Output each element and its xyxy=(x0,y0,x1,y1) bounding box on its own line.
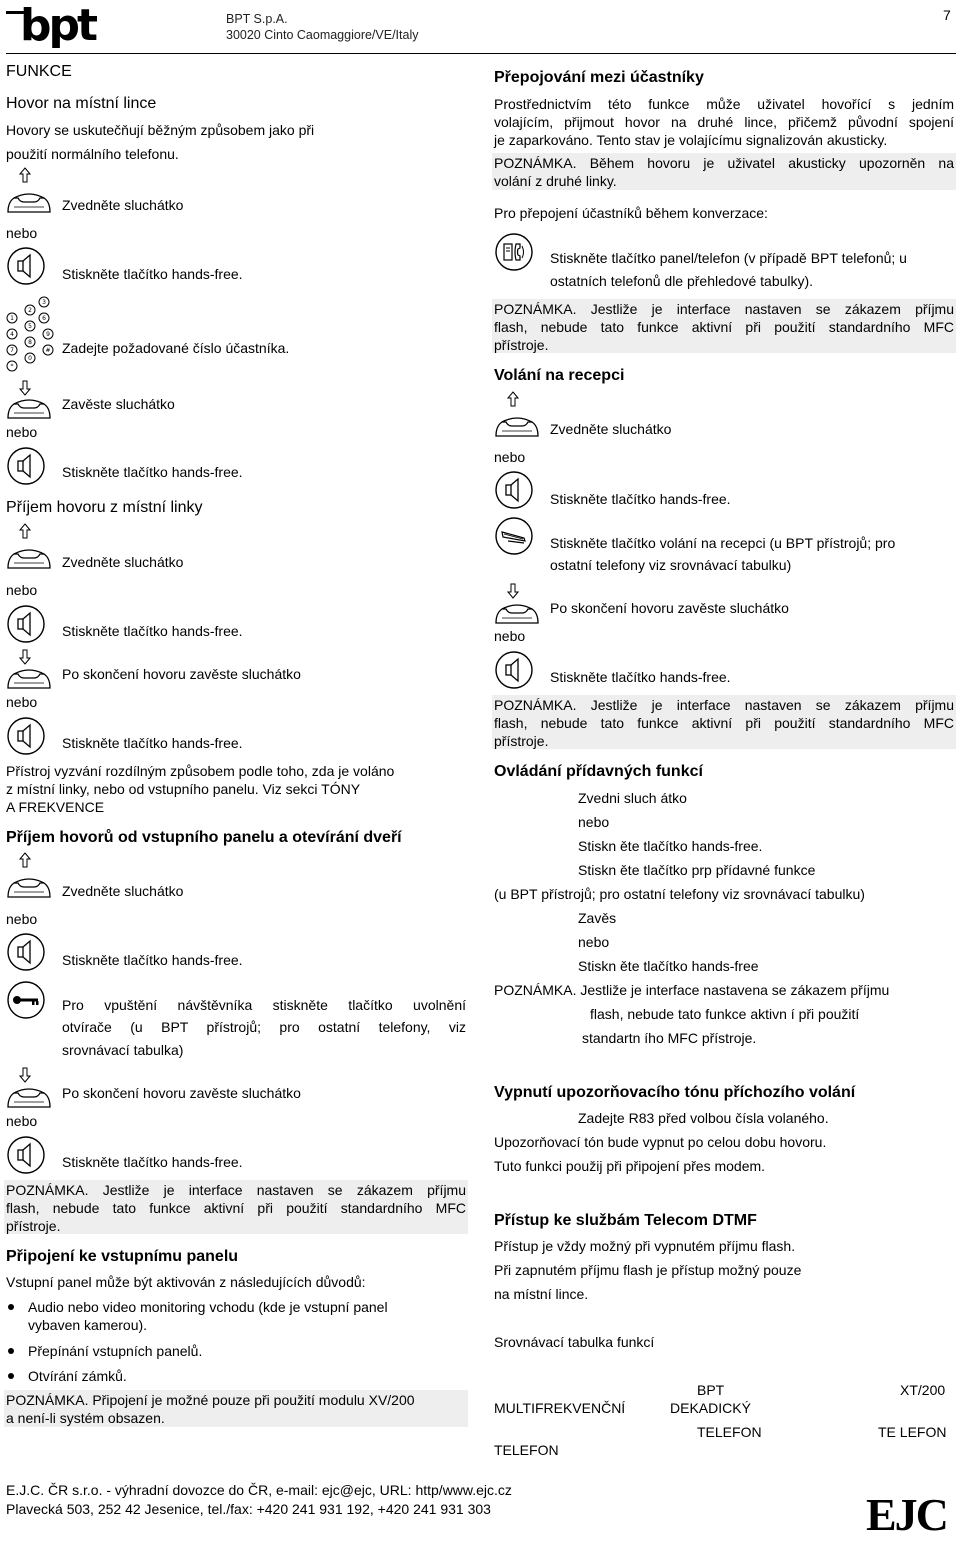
or-text: nebo xyxy=(6,424,38,440)
transfer-note-1: POZNÁMKA. Během hovoru je uživatel akusticky upozorněn na xyxy=(494,155,954,171)
speaker-icon xyxy=(6,932,46,972)
transfer-text-3: je zaparkováno. Tento stav je volajícímu signalizován akusticky. xyxy=(494,132,888,148)
connect-note-2: a není-li systém obsazen. xyxy=(6,1410,165,1426)
dtmf-text-2: Při zapnutém příjmu flash je přístup možný pouze xyxy=(494,1262,802,1278)
funkce-heading: FUNKCE xyxy=(6,63,72,80)
or-text: nebo xyxy=(6,911,38,927)
bpt-logo xyxy=(6,2,106,48)
connect-note-1: POZNÁMKA. Připojení je možné pouze při použití modulu XV/200 xyxy=(6,1392,415,1408)
header-divider xyxy=(6,53,956,54)
panel-phone-text-1: Stiskněte tlačítko panel/telefon (v případě BPT telefonů; u xyxy=(550,250,907,266)
or-text: nebo xyxy=(6,225,38,241)
section-title-receive-local: Příjem hovoru z místní linky xyxy=(6,499,203,516)
hang-up-after-call-text: Po skončení hovoru zavěste sluchátko xyxy=(62,1085,301,1101)
header-company: BPT S.p.A. xyxy=(226,12,288,26)
bullet-text-1a: Audio nebo video monitoring vchodu (kde je vstupní panel xyxy=(28,1299,388,1315)
extra-note-1: POZNÁMKA. Jestliže je interface nastavena se zákazem příjmu xyxy=(494,982,890,998)
handset-icon xyxy=(494,410,540,440)
bullet xyxy=(8,1304,14,1310)
handset-icon xyxy=(6,1081,52,1111)
reception-text-2: ostatní telefony viz srovnávací tabulku) xyxy=(550,557,792,573)
local-call-text-1: Hovory se uskutečňují běžným způsobem jako při xyxy=(6,122,315,138)
speaker-icon xyxy=(6,246,46,286)
disable-tone-text-1: Zadejte R83 před volbou čísla volaného. xyxy=(578,1110,829,1126)
reception-text-1: Stiskněte tlačítko volání na recepci (u BPT přístrojů; pro xyxy=(550,535,896,551)
connect-intro-text: Vstupní panel může být aktivován z následujících důvodů: xyxy=(6,1274,366,1290)
extra-text-8: Stiskn ěte tlačítko hands-free xyxy=(578,958,759,974)
lift-handset-text: Zvedněte sluchátko xyxy=(550,421,672,437)
door-release-text-3: srovnávací tabulka) xyxy=(62,1042,184,1058)
handset-icon xyxy=(494,597,540,627)
arrow-up-icon xyxy=(507,391,519,407)
handset-icon xyxy=(6,662,52,692)
section-title-dtmf: Přístup ke službám Telecom DTMF xyxy=(494,1212,757,1229)
handset-icon xyxy=(6,392,52,422)
reception-note-1: POZNÁMKA. Jestliže je interface nastaven se zákazem příjmu xyxy=(494,697,954,713)
comparison-table-title: Srovnávací tabulka funkcí xyxy=(494,1334,655,1350)
ringing-text-2: z místní linky, nebo od vstupního panelu. Viz sekci TÓNY xyxy=(6,781,361,797)
extra-text-4: Stiskn ěte tlačítko prp přídavné funkce xyxy=(578,862,816,878)
extra-text-6: Zavěs xyxy=(578,910,617,926)
dtmf-text-3: na místní lince. xyxy=(494,1286,589,1302)
disable-tone-text-3: Tuto funkci použij při připojení přes modem. xyxy=(494,1158,766,1174)
svg-text:bpt: bpt xyxy=(20,2,96,48)
arrow-up-icon xyxy=(19,852,31,868)
speaker-icon xyxy=(6,446,46,486)
page-number: 7 xyxy=(943,7,951,23)
dtmf-text-1: Přístup je vždy možný při vypnutém příjmu flash. xyxy=(494,1238,796,1254)
section-title-reception: Volání na recepci xyxy=(494,367,625,384)
speaker-icon xyxy=(494,470,534,510)
ejc-logo: EJC xyxy=(866,1489,947,1540)
transfer-instr-text: Pro přepojení účastníků během konverzace: xyxy=(494,205,768,221)
section-title-door-panel: Příjem hovorů od vstupního panelu a otevírání dveří xyxy=(6,829,402,846)
hands-free-text: Stiskněte tlačítko hands-free. xyxy=(62,623,243,639)
keypad-icon xyxy=(4,296,62,372)
extra-text-1: Zvedni sluch átko xyxy=(578,790,687,806)
door-release-text-2: otvírače (u BPT přístrojů; pro ostatní telefony, viz xyxy=(62,1019,466,1035)
local-call-text-2: použití normálního telefonu. xyxy=(6,146,179,162)
hands-free-text: Stiskněte tlačítko hands-free. xyxy=(62,464,243,480)
table-header-bpt: BPT xyxy=(697,1382,725,1398)
table-header-telefon: TE LEFON xyxy=(878,1424,947,1440)
arrow-up-icon xyxy=(19,523,31,539)
section-title-disable-tone: Vypnutí upozorňovacího tónu příchozího volání xyxy=(494,1084,856,1101)
footer-line-1: E.J.C. ČR s.r.o. - výhradní dovozce do ČR, e-mail: ejc@ejc, URL: http/www.ejc.cz xyxy=(6,1482,512,1498)
arrow-up-icon xyxy=(19,167,31,183)
hang-up-after-call-text: Po skončení hovoru zavěste sluchátko xyxy=(550,600,789,616)
hang-up-text: Zavěste sluchátko xyxy=(62,396,175,412)
panel-phone-icon xyxy=(494,232,534,272)
section-title-transfer: Přepojování mezi účastníky xyxy=(494,69,704,86)
section-title-extra-functions: Ovládání přídavných funkcí xyxy=(494,763,703,780)
bullet xyxy=(8,1373,14,1379)
transfer-text-2: volajícím, přijmout hovor na druhé lince, přičemž původní spojení xyxy=(494,114,954,130)
speaker-icon xyxy=(6,716,46,756)
lift-handset-text: Zvedněte sluchátko xyxy=(62,554,184,570)
lift-handset-text: Zvedněte sluchátko xyxy=(62,883,184,899)
or-text: nebo xyxy=(6,1113,38,1129)
panel-phone-text-2: ostatních telefonů dle přehledové tabulky). xyxy=(550,273,814,289)
handset-icon xyxy=(6,186,52,216)
table-header-xt200: XT/200 xyxy=(900,1382,946,1398)
transfer-note-5: přístroje. xyxy=(494,337,549,353)
extra-text-2: nebo xyxy=(578,814,610,830)
table-header-telefon: TELEFON xyxy=(494,1442,559,1458)
hands-free-text: Stiskněte tlačítko hands-free. xyxy=(62,266,243,282)
dial-number-text: Zadejte požadované číslo účastníka. xyxy=(62,340,290,356)
transfer-note-2: volání z druhé linky. xyxy=(494,173,617,189)
section-title-connect-panel: Připojení ke vstupnímu panelu xyxy=(6,1248,239,1265)
reception-note-2: flash, nebude tato funkce aktivní při použití standardního MFC xyxy=(494,715,954,731)
bullet xyxy=(8,1348,14,1354)
or-text: nebo xyxy=(6,582,38,598)
disable-tone-text-2: Upozorňovací tón bude vypnut po celou dobu hovoru. xyxy=(494,1134,827,1150)
extra-text-3: Stiskn ěte tlačítko hands-free. xyxy=(578,838,763,854)
hang-up-after-call-text: Po skončení hovoru zavěste sluchátko xyxy=(62,666,301,682)
table-header-multifrequency: MULTIFREKVENČNÍ xyxy=(494,1400,626,1416)
table-header-telefon: TELEFON xyxy=(697,1424,762,1440)
door-release-text-1: Pro vpuštění návštěvníka stiskněte tlačítko uvolnění xyxy=(62,997,466,1013)
note-text-1: POZNÁMKA. Jestliže je interface nastaven se zákazem příjmu xyxy=(6,1182,466,1198)
transfer-note-4: flash, nebude tato funkce aktivní při použití standardního MFC xyxy=(494,319,954,335)
extra-text-5: (u BPT přístrojů; pro ostatní telefony viz srovnávací tabulku) xyxy=(494,886,865,902)
extra-note-3: standartn ího MFC přístroje. xyxy=(582,1030,757,1046)
transfer-note-3: POZNÁMKA. Jestliže je interface nastaven se zákazem příjmu xyxy=(494,301,954,317)
header-address: 30020 Cinto Caomaggiore/VE/Italy xyxy=(226,28,419,42)
speaker-icon xyxy=(6,604,46,644)
hands-free-text: Stiskněte tlačítko hands-free. xyxy=(62,952,243,968)
section-title-local-call: Hovor na místní lince xyxy=(6,95,157,112)
or-text: nebo xyxy=(494,449,526,465)
reception-icon xyxy=(494,516,534,556)
or-text: nebo xyxy=(6,694,38,710)
hands-free-text: Stiskněte tlačítko hands-free. xyxy=(550,491,731,507)
or-text: nebo xyxy=(494,628,526,644)
key-icon xyxy=(6,980,46,1020)
transfer-text-1: Prostřednictvím této funkce může uživatel hovořící s jedním xyxy=(494,96,954,112)
handset-icon xyxy=(6,542,52,572)
bullet-text-2: Přepínání vstupních panelů. xyxy=(28,1343,203,1359)
ringing-text-1: Přístroj vyzvání rozdílným způsobem podle toho, zda je voláno xyxy=(6,763,395,779)
hands-free-text: Stiskněte tlačítko hands-free. xyxy=(62,735,243,751)
note-text-3: přístroje. xyxy=(6,1218,61,1234)
hands-free-text: Stiskněte tlačítko hands-free. xyxy=(62,1154,243,1170)
handset-icon xyxy=(6,871,52,901)
hands-free-text: Stiskněte tlačítko hands-free. xyxy=(550,669,731,685)
extra-note-2: flash, nebude tato funkce aktivn í při použití xyxy=(590,1006,860,1022)
speaker-icon xyxy=(494,650,534,690)
extra-text-7: nebo xyxy=(578,934,610,950)
speaker-icon xyxy=(6,1135,46,1175)
reception-note-3: přístroje. xyxy=(494,733,549,749)
note-text-2: flash, nebude tato funkce aktivní při použití standardního MFC xyxy=(6,1200,466,1216)
ringing-text-3: A FREKVENCE xyxy=(6,799,105,815)
bullet-text-1b: vybaven kamerou). xyxy=(28,1317,148,1333)
footer-line-2: Plavecká 503, 252 42 Jesenice, tel./fax: +420 241 931 192, +420 241 931 303 xyxy=(6,1501,491,1517)
lift-handset-text: Zvedněte sluchátko xyxy=(62,197,184,213)
bullet-text-3: Otvírání zámků. xyxy=(28,1368,127,1384)
table-header-decadic: DEKADICKÝ xyxy=(670,1400,751,1416)
